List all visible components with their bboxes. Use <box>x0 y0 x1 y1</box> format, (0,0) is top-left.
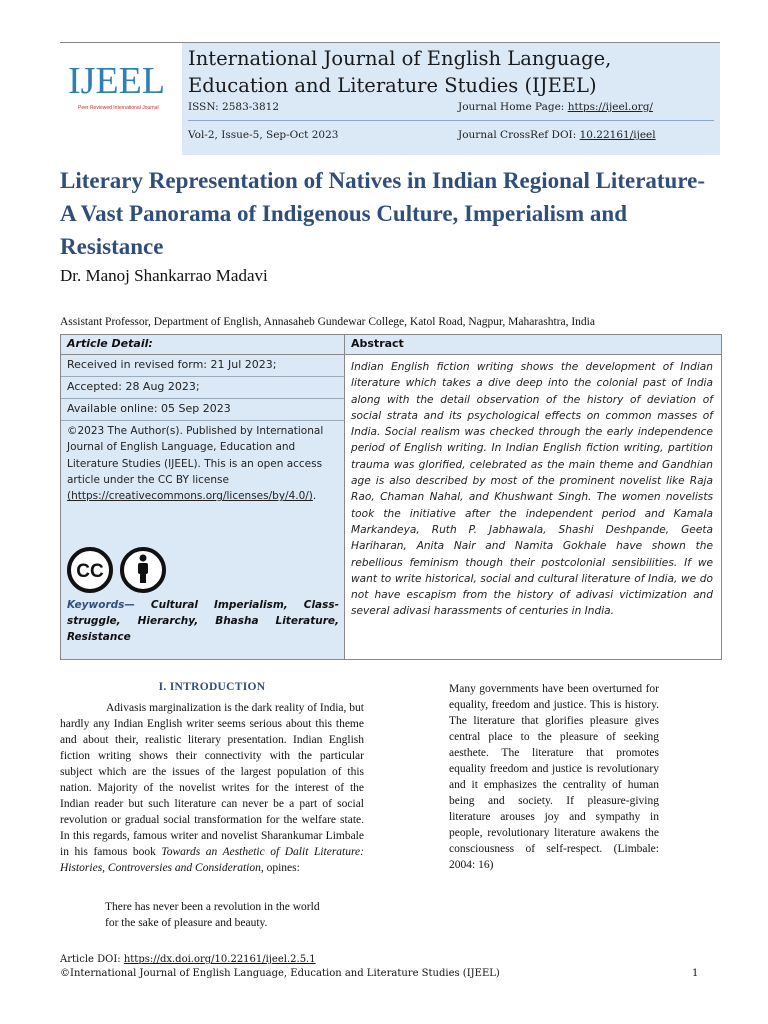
journal-logo <box>60 43 182 155</box>
received-row <box>61 355 344 377</box>
crossref-label: Journal CrossRef DOI: <box>458 129 577 141</box>
logo-text: IJEEL <box>68 60 166 102</box>
crossref <box>458 129 656 141</box>
header-divider <box>188 120 714 121</box>
cc-by-icon <box>67 547 171 593</box>
home-page-link[interactable]: https://ijeel.org/ <box>567 101 653 113</box>
license-text <box>67 423 339 504</box>
article-info-table <box>60 334 722 660</box>
intro-paragraph <box>60 700 364 876</box>
footer-doi <box>60 954 316 965</box>
crossref-link[interactable]: 10.22161/ijeel <box>579 129 656 141</box>
license-end: . <box>312 490 317 503</box>
keywords <box>67 597 339 645</box>
logo-subtext: Peer Reviewed International Journal <box>78 105 159 111</box>
keywords-list: Cultural Imperialism, Class-struggle, Hierarchy, Bhasha Literature, Resistance <box>67 599 339 643</box>
journal-title <box>188 45 611 99</box>
author-affiliation: Assistant Professor, Department of English, Annasaheb Gundewar College, Katol Road, Nagpur, Maharashtra, India <box>60 316 595 328</box>
license-link[interactable]: (https://creativecommons.org/licenses/by/4.0/) <box>67 490 313 503</box>
online-date: Available online: 05 Sep 2023 <box>67 402 231 415</box>
intro-column-left <box>60 700 364 876</box>
journal-info <box>182 43 720 155</box>
keywords-label: Keywords— <box>67 599 135 611</box>
page-number: 1 <box>692 968 699 979</box>
abstract-header <box>345 335 721 355</box>
article-author: Dr. Manoj Shankarrao Madavi <box>60 266 268 285</box>
intro-para-end: opines: <box>263 862 300 874</box>
cc-label: CC <box>76 561 104 582</box>
accepted-row <box>61 377 344 399</box>
journal-title-line2: Education and Literature Studies (IJEEL) <box>188 74 597 97</box>
issn: ISSN: 2583-3812 <box>188 101 280 113</box>
book-title: Towards an Aesthetic of Dalit Literature: Histories, Controversies and Consideration, <box>60 846 364 874</box>
details-header-label: Article Detail: <box>67 337 153 350</box>
accepted-date: Accepted: 28 Aug 2023; <box>67 380 200 393</box>
home-page-label: Journal Home Page: <box>458 101 565 113</box>
details-header <box>61 335 344 355</box>
received-date: Received in revised form: 21 Jul 2023; <box>67 358 277 371</box>
abstract-text: Indian English fiction writing shows the development of Indian literature which takes a dive deep into the colonial past of India along with the detail observation of the history of deviation of social strata and its psychological effects on common masses of India. Social realism was checked through the early independence period of English writing. In Indian English fiction writing, partition trauma was glorified, celebrated as the main theme and Gandhian age is also described by most of the prominent novelist like Raja Rao, Chaman Nahal, and Khushwant Singh. The women novelists took the initiative after the independent period and Kamala Markandeya, Ruth P. Jabhawala, Shashi Deshpande, Geeta Hariharan, Anita Nair and Namita Gokhale have shown the rebellious feminism though their postcolonial sensibilities. If we want to write historical, social and cultural literature of India, we do not have escapism from the history of adivasi victimization and several adivasi harassments of centuries in India. <box>351 361 713 618</box>
footer-copyright: ©International Journal of English Language, Education and Literature Studies (IJEEL) <box>60 968 500 979</box>
intro-column-right: Many governments have been overturned for equality, freedom and justice. This is history. The literature that glorifies pleasure gives central place to the pleasure of seeking aesthete. The literature that promotes equality freedom and justice is revolutionary and it emphasizes the centrality of human being and society. If pleasure-giving literature arouses joy and sympathy in people, revolutionary literature awakens the consciousness of self-respect. (Limbale: 2004: 16) <box>449 683 659 871</box>
license-statement: ©2023 The Author(s). Published by International Journal of English Language, Education and Literature Studies (IJEEL). This is an open access article under the CC BY license <box>67 425 324 486</box>
volume-issue: Vol-2, Issue-5, Sep-Oct 2023 <box>188 129 339 141</box>
journal-header <box>60 43 720 155</box>
block-quote: There has never been a revolution in the world for the sake of pleasure and beauty. <box>105 901 320 929</box>
online-row <box>61 399 344 421</box>
abstract-header-label: Abstract <box>351 337 404 350</box>
article-title: Literary Representation of Natives in Indian Regional Literature-A Vast Panorama of Indigenous Culture, Imperialism and Resistance <box>60 168 706 259</box>
intro-para-text: Adivasis marginalization is the dark reality of India, but hardly any Indian English writer seems serious about this theme and about their, realistic literary presentation. Indian English fiction writing shows their connectivity with the particular subject which are the issues of the largest population of this nation. Majority of the novelist writes for the interest of the Indian reader but such literature can never be a part of social revolution or gradual social transformation for the welfare state. In this regards, famous writer and novelist Sharankumar Limbale in his famous book <box>60 702 364 858</box>
footer-doi-link[interactable]: https://dx.doi.org/10.22161/ijeel.2.5.1 <box>123 954 316 965</box>
section-heading-introduction: I. INTRODUCTION <box>158 681 266 693</box>
journal-title-line1: International Journal of English Language, <box>188 47 612 70</box>
footer-doi-label: Article DOI: <box>60 954 121 965</box>
home-page <box>458 101 653 113</box>
